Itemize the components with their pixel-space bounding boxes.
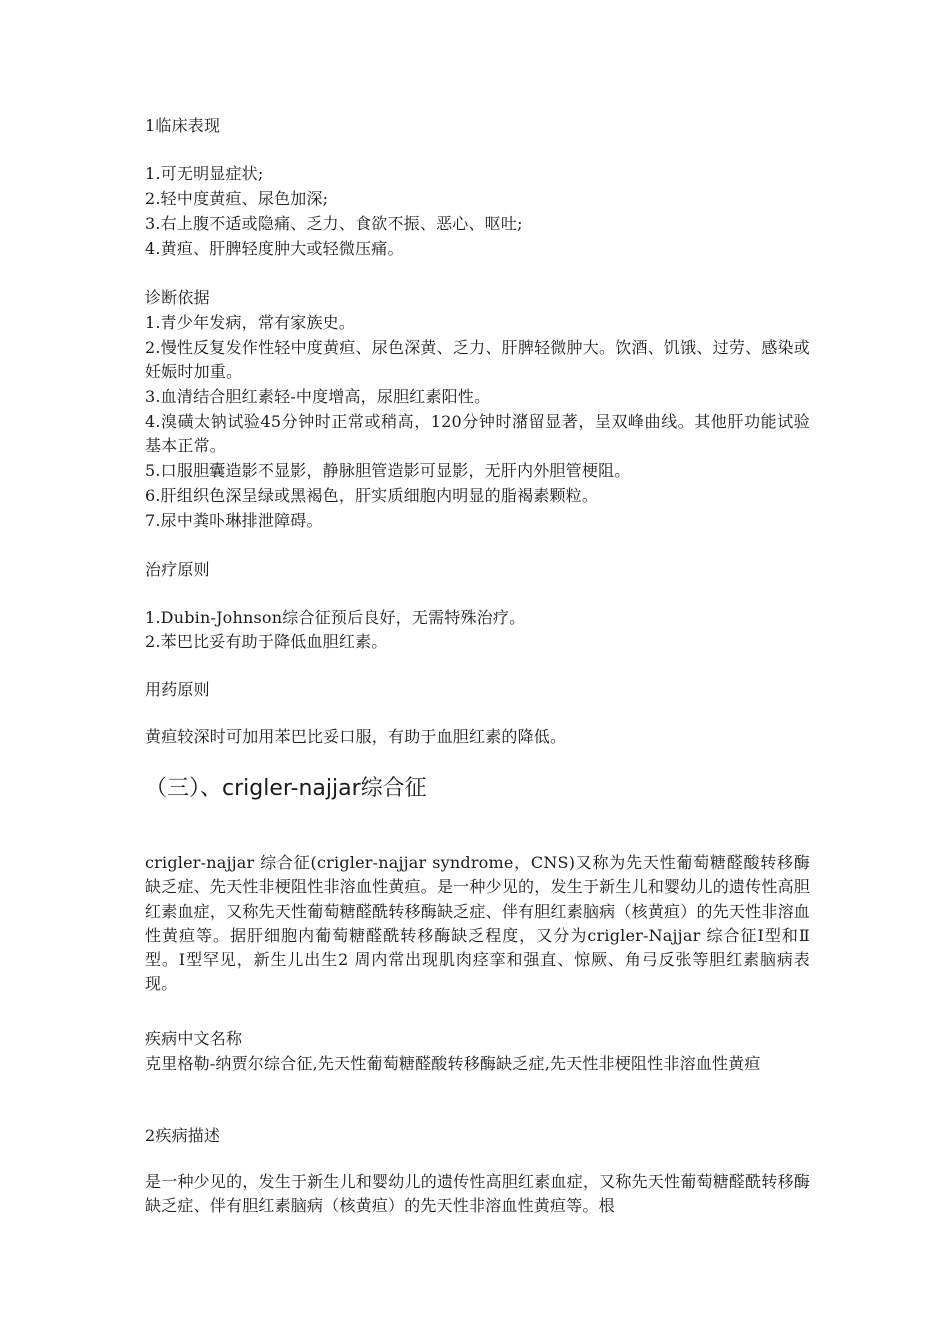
diagnosis-item-4: 4.溴磺太钠试验45分钟时正常或稍高，120分钟时潴留显著，呈双峰曲线。其他肝功能试验基本正常。 [145, 412, 810, 456]
section-title-diagnosis: 诊断依据 [145, 288, 210, 307]
clinical-item-4: 4.黄疸、肝脾轻度肿大或轻微压痛。 [145, 239, 404, 258]
section-title-treatment: 治疗原则 [145, 560, 210, 579]
description-text: 是一种少见的，发生于新生儿和婴幼儿的遗传性高胆红素血症，又称先天性葡萄糖醛酰转移酶缺乏症、伴有胆红素脑病（核黄疸）的先天性非溶血性黄疸等。根 [145, 1172, 810, 1216]
cn-name-label: 疾病中文名称 [145, 1029, 243, 1048]
section-heading-crigler-najjar: （三）、crigler-najjar综合征 [145, 776, 427, 801]
clinical-item-2: 2.轻中度黄疸、尿色加深; [145, 189, 329, 208]
treatment-item-1: 1.Dubin-Johnson综合征预后良好，无需特殊治疗。 [145, 608, 526, 627]
section-title-medication: 用药原则 [145, 680, 210, 699]
crigler-najjar-intro: crigler-najjar 综合征(crigler-najjar syndrome，CNS)又称为先天性葡萄糖醛酸转移酶缺乏症、先天性非梗阻性非溶血性黄疸。是一种少见的，发生于新生儿和婴幼儿的遗传性高胆红素血症，又称先天性葡萄糖醛酰转移酶缺乏症、伴有胆红素脑病（核黄疸）的先天性非溶血性黄疸等。据肝细胞内葡萄糖醛酰转移酶缺乏程度，又分为crigler-Najjar 综合征Ⅰ型和Ⅱ型。Ⅰ型罕见，新生儿出生2 周内常出现肌肉痉挛和强直、惊厥、角弓反张等胆红素脑病表现。 [145, 853, 810, 994]
diagnosis-item-1: 1.青少年发病，常有家族史。 [145, 313, 356, 332]
clinical-item-3: 3.右上腹不适或隐痛、乏力、食欲不振、恶心、呕吐; [145, 214, 523, 233]
clinical-item-1: 1.可无明显症状; [145, 164, 264, 183]
diagnosis-item-3: 3.血清结合胆红素轻-中度增高，尿胆红素阳性。 [145, 387, 491, 406]
diagnosis-item-5: 5.口服胆囊造影不显影，静脉胆管造影可显影，无肝内外胆管梗阻。 [145, 461, 631, 480]
diagnosis-item-2: 2.慢性反复发作性轻中度黄疸、尿色深黄、乏力、肝脾轻微肿大。饮酒、饥饿、过劳、感染或妊娠时加重。 [145, 338, 810, 382]
cn-name-value: 克里格勒-纳贾尔综合征,先天性葡萄糖醛酸转移酶缺乏症,先天性非梗阻性非溶血性黄疸 [145, 1054, 761, 1073]
treatment-item-2: 2.苯巴比妥有助于降低血胆红素。 [145, 632, 388, 651]
section-title-description: 2疾病描述 [145, 1126, 221, 1145]
section-title-clinical: 1临床表现 [145, 116, 221, 135]
diagnosis-item-7: 7.尿中粪卟琳排泄障碍。 [145, 511, 323, 530]
medication-text: 黄疸较深时可加用苯巴比妥口服，有助于血胆红素的降低。 [145, 727, 567, 746]
diagnosis-item-6: 6.肝组织色深呈绿或黑褐色，肝实质细胞内明显的脂褐素颗粒。 [145, 486, 599, 505]
